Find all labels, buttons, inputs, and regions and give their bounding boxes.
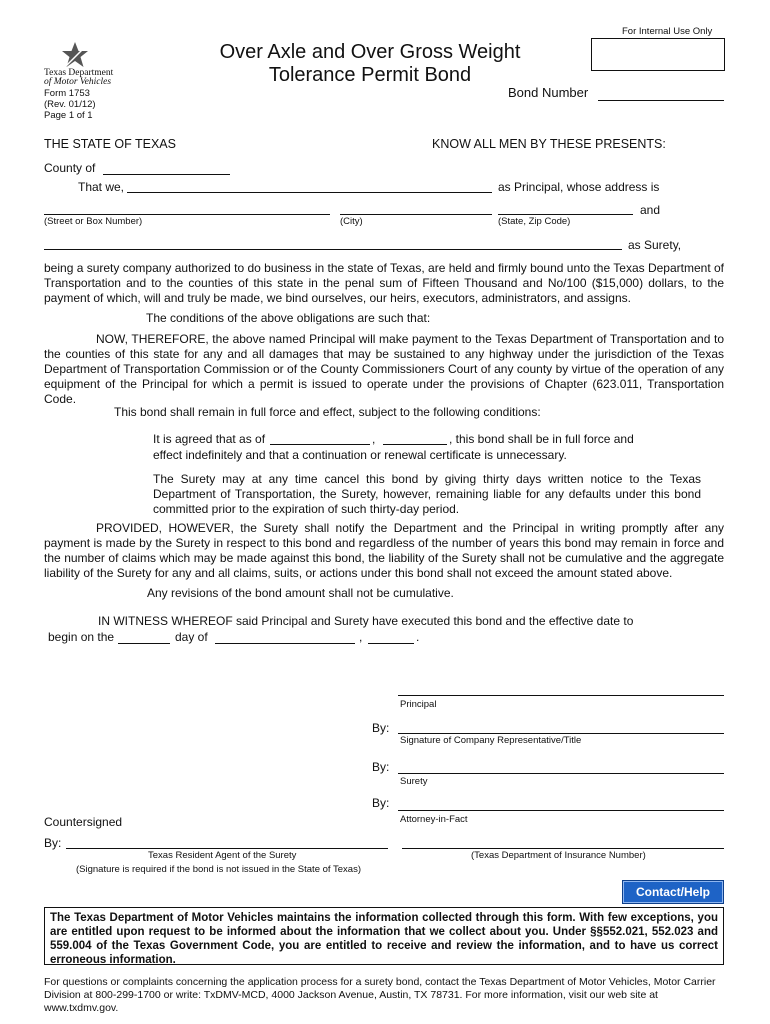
attorney-signature-field[interactable] (398, 810, 724, 811)
and-label: and (640, 203, 661, 217)
effective-date-field[interactable] (270, 444, 370, 445)
signature-requirement-note: (Signature is required if the bond is not issued in the State of Texas) (76, 864, 361, 875)
begin-month-field[interactable] (215, 643, 355, 644)
principal-name-field[interactable] (127, 192, 492, 193)
tdi-number-caption: (Texas Department of Insurance Number) (471, 850, 646, 861)
revisions-note: Any revisions of the bond amount shall not be cumulative. (147, 586, 454, 600)
day-of-label: day of (175, 630, 208, 644)
as-principal-label: as Principal, whose address is (498, 180, 660, 194)
agency-name-line1: Texas Department (44, 68, 114, 78)
bond-conditions-heading: This bond shall remain in full force and effect, subject to the following conditions: (114, 405, 541, 419)
principal-signature-field[interactable] (398, 695, 724, 696)
effective-date-line2: effect indefinitely and that a continuation or renewal certificate is unnecessary. (153, 448, 567, 462)
city-field[interactable] (340, 214, 492, 215)
effective-date-comma: , (372, 432, 376, 446)
bond-paragraph-1: being a surety company authorized to do business in the state of Texas, are held and firmly bound unto the Texas Department of Transportation and to the counties of this state in the penal sum of Fifteen Thousand and No/100 ($15,000) dollars, to the payment of which, will and truly be made, we bind ourselves, our heirs, executors, administrators, and assigns. (44, 261, 724, 305)
internal-use-label: For Internal Use Only (622, 26, 713, 37)
form-title-line2: Tolerance Permit Bond (268, 64, 472, 86)
form-revision: (Rev. 01/12) (44, 99, 96, 110)
internal-use-box (591, 38, 725, 71)
bond-number-field[interactable] (598, 100, 724, 101)
city-caption: (City) (340, 216, 363, 227)
by-label-1: By: (372, 721, 390, 735)
by-label-4: By: (44, 836, 62, 850)
begin-day-field[interactable] (118, 643, 170, 644)
txdmv-star-logo-icon (60, 40, 90, 70)
effective-date-text-start: It is agreed that as of (153, 432, 266, 446)
as-surety-label: as Surety, (628, 238, 682, 252)
bond-paragraph-3: NOW, THEREFORE, the above named Principal will make payment to the Texas Department of Transportation and to the counties of this state for any and all damages that may be sustained to any highway under the jurisdiction of the Texas Department of Transportation Commission or of the County Commissioners Court of any county by virtue of the operation of any equipment of the Principal for which a permit is issued to operate under the provisions of Chapter (623.011, Transportation Code. (44, 332, 724, 406)
page-indicator: Page 1 of 1 (44, 110, 93, 121)
effective-date-text-end: , this bond shall be in full force and (449, 432, 634, 446)
begin-year-field[interactable] (368, 643, 414, 644)
surety-signature-field[interactable] (398, 773, 724, 774)
company-rep-caption: Signature of Company Representative/Title (400, 735, 582, 746)
principal-caption: Principal (400, 699, 437, 710)
privacy-notice: The Texas Department of Motor Vehicles maintains the information collected through this form. With few exceptions, you are entitled upon request to be informed about the information that we collect about you. Under §§552.021, 552.023 and 559.004 of the Texas Government Code, you are entitled to receive and review the information, and to have us correct erroneous information. (44, 907, 724, 965)
agency-name-line2: of Motor Vehicles (44, 77, 112, 87)
that-we-label: That we, (78, 180, 125, 194)
by-label-3: By: (372, 796, 390, 810)
state-of-texas: THE STATE OF TEXAS (44, 137, 176, 151)
attorney-caption: Attorney-in-Fact (400, 814, 468, 825)
state-zip-caption: (State, Zip Code) (498, 216, 571, 227)
provided-however-paragraph: PROVIDED, HOWEVER, the Surety shall notify the Department and the Principal in writing promptly after any payment is made by the Surety in respect to this bond and regardless of the number of years this bond may remain in force and the number of claims which may be made against this bond, the liability of the Surety shall not be cumulative and the aggregate liability of the Surety for any and all claims, suits, or actions under this bond shall not exceed the amount stated above. (44, 521, 724, 580)
surety-caption: Surety (400, 776, 428, 787)
surety-name-field[interactable] (44, 249, 622, 250)
bond-number-label: Bond Number (508, 85, 589, 100)
contact-help-button[interactable]: Contact/Help (622, 880, 724, 904)
effective-year-field[interactable] (383, 444, 447, 445)
know-all-men: KNOW ALL MEN BY THESE PRESENTS: (432, 137, 666, 151)
county-label: County of (44, 161, 96, 175)
conditions-intro: The conditions of the above obligations are such that: (146, 311, 431, 325)
begin-period: . (416, 630, 420, 644)
street-field[interactable] (44, 214, 330, 215)
countersigned-label: Countersigned (44, 815, 123, 829)
state-zip-field[interactable] (498, 214, 633, 215)
county-field[interactable] (103, 174, 230, 175)
resident-agent-signature-field[interactable] (66, 848, 388, 849)
form-title-line1: Over Axle and Over Gross Weight (219, 41, 521, 63)
cancellation-paragraph: The Surety may at any time cancel this bond by giving thirty days written notice to the Texas Department of Transportation, the Surety, however, remaining liable for any defaults under this bond committed prior to the expiration of such thirty-day period. (153, 472, 701, 516)
begin-on-label: begin on the (48, 630, 115, 644)
form-number: Form 1753 (44, 88, 90, 99)
begin-comma: , (359, 630, 363, 644)
tdi-number-field[interactable] (402, 848, 724, 849)
street-caption: (Street or Box Number) (44, 216, 143, 227)
resident-agent-caption: Texas Resident Agent of the Surety (148, 850, 297, 861)
footer-contact-info: For questions or complaints concerning the application process for a surety bond, contact the Texas Department of Motor Vehicles, Motor Carrier Division at 800-299-1700 or write: TxDMV-MCD, 4000 Jackson Avenue, Austin, TX 78731. For more information, visit our web site at www.txdmv.gov. (44, 976, 716, 1014)
witness-text: IN WITNESS WHEREOF said Principal and Surety have executed this bond and the effective date to (98, 614, 634, 628)
by-label-2: By: (372, 760, 390, 774)
company-rep-signature-field[interactable] (398, 733, 724, 734)
